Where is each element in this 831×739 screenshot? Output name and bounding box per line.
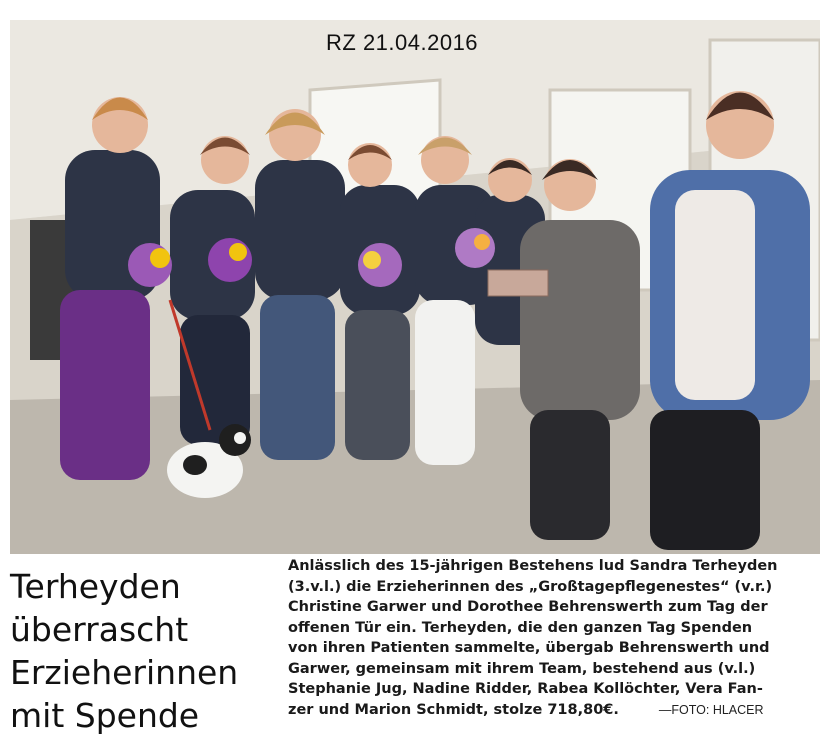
article-line: Anlässlich des 15-jährigen Bestehens lud Sandra Terheyden xyxy=(288,558,778,574)
article-line: Garwer, gemeinsam mit ihrem Team, bestehend aus (v.l.) xyxy=(288,660,756,677)
article-line: (3.v.l.) die Erzieherinnen des „Großtagepflegenestes“ (v.r.) xyxy=(288,578,773,595)
article-line: Christine Garwer und Dorothee Behrenswerth zum Tag der xyxy=(288,599,768,615)
headline-line: Erzieherinnen xyxy=(10,653,239,692)
headline-line: überrascht xyxy=(10,610,189,649)
headline xyxy=(10,565,280,737)
article-line: von ihren Patienten sammelte, übergab Behrenswerth und xyxy=(288,640,770,656)
headline-line: Terheyden xyxy=(10,567,181,606)
article-line: offenen Tür ein. Terheyden, die den ganzen Tag Spenden xyxy=(288,619,753,636)
article-body xyxy=(288,556,823,720)
group-photo xyxy=(10,20,820,554)
date-stamp: RZ 21.04.2016 xyxy=(326,30,479,55)
article-line: Stephanie Jug, Nadine Ridder, Rabea Kollöchter, Vera Fan- xyxy=(288,681,763,697)
photo-credit: —FOTO: HLACER xyxy=(658,702,764,717)
photo-illustration xyxy=(10,20,820,554)
article-line: zer und Marion Schmidt, stolze 718,80€. xyxy=(288,701,619,718)
article-last-line xyxy=(288,700,823,721)
headline-line: mit Spende xyxy=(10,696,200,735)
